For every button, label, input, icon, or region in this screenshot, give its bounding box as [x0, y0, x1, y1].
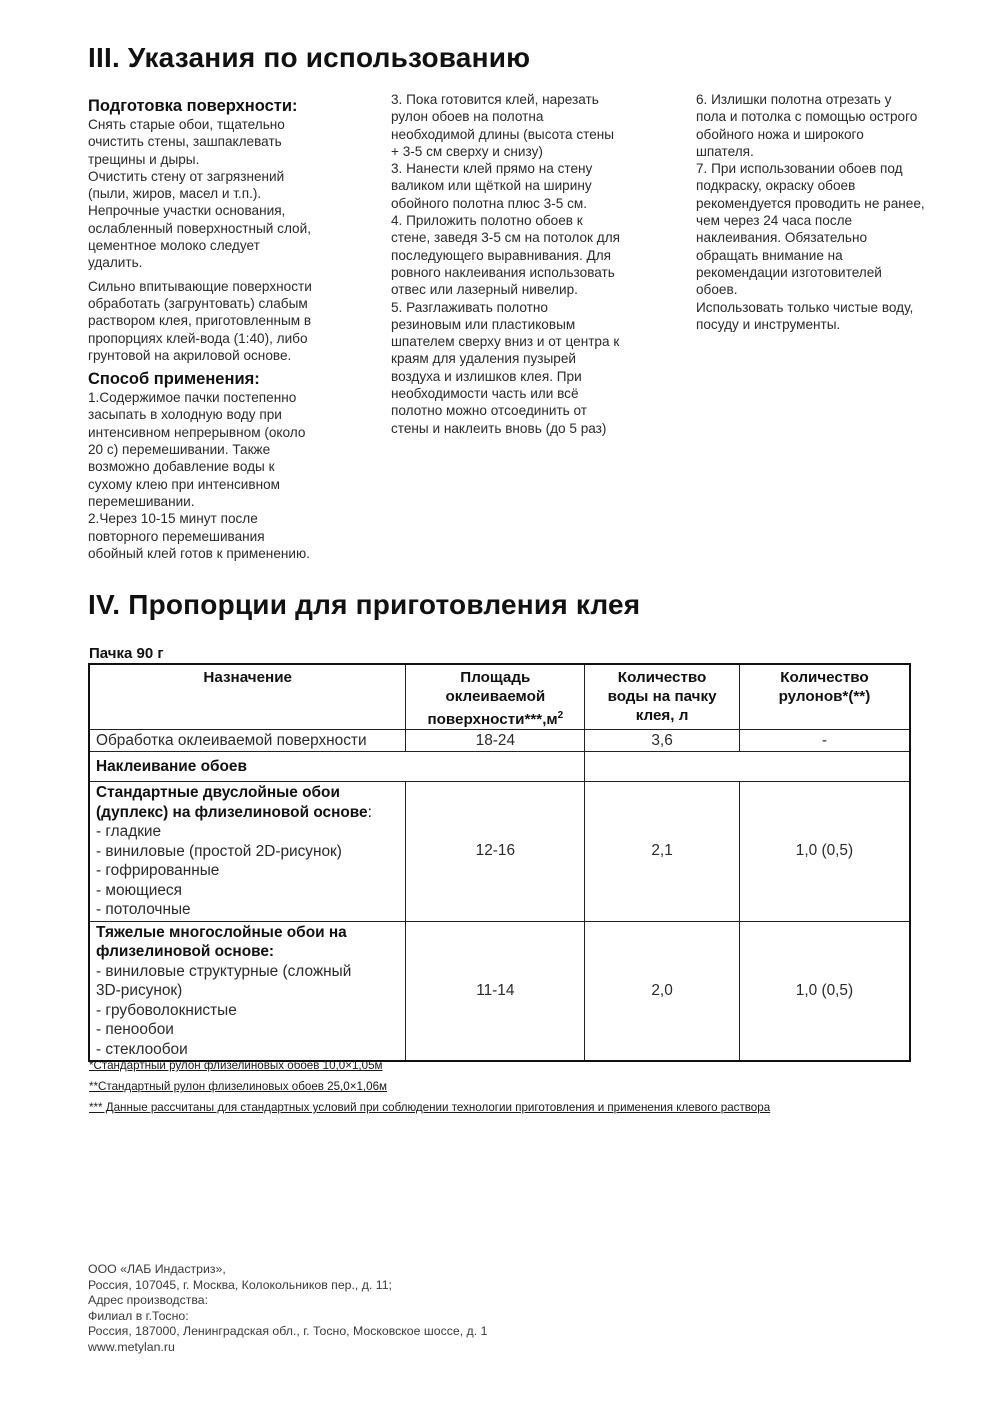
- text-line: стены и наклеить вновь (до 5 раз): [391, 420, 607, 436]
- text-line: рулон обоев на полотна: [391, 109, 544, 125]
- table-row: [89, 921, 910, 1061]
- text-line: цементное молоко следует: [88, 238, 260, 254]
- text-line: + 3-5 см сверху и снизу): [391, 143, 543, 159]
- method-subtitle: Способ применения:: [88, 370, 260, 389]
- wallpaper-type-title: Тяжелые многослойные обои на флизелиновой основе:: [96, 923, 347, 961]
- instructions-column-2: [391, 91, 681, 437]
- address-line: Филиал в г.Тосно:: [88, 1308, 189, 1323]
- text-line: Снять старые обои, тщательно: [88, 117, 285, 132]
- cell-rolls: 1,0 (0,5): [739, 782, 910, 922]
- text-line: возможно добавление воды к: [88, 459, 275, 475]
- list-item: - виниловые структурные (сложный: [96, 962, 352, 980]
- instructions-column-3: [696, 91, 986, 333]
- text-line: обращать внимание на: [696, 247, 843, 263]
- text-line: резиновым или пластиковым: [391, 316, 576, 332]
- text-line: 7. При использовании обоев под: [696, 161, 903, 177]
- header-area: Площадь оклеиваемой $поверхности***,м^2$: [406, 664, 585, 730]
- text-line: чем через 24 часа после: [696, 213, 853, 229]
- list-item: - виниловые (простой 2D-рисунок): [96, 842, 342, 860]
- cell-area: 12-16: [406, 782, 585, 922]
- cell-water: 3,6: [585, 730, 740, 752]
- company-address: [88, 1262, 487, 1356]
- text-line: Непрочные участки основания,: [88, 203, 286, 219]
- text-line: Сильно впитывающие поверхности: [88, 278, 312, 294]
- text-line: 1.Содержимое пачки постепенно: [88, 390, 297, 406]
- text-line: воздуха и излишков клея. При: [391, 368, 582, 384]
- list-item: - моющиеся: [96, 881, 182, 899]
- prep-text: [88, 116, 378, 272]
- table-row: [89, 782, 910, 922]
- proportions-table: [88, 663, 911, 1062]
- footnote-2: **Стандартный рулон флизелиновых обоев 25,0×1,06м: [89, 1080, 388, 1093]
- header-rolls: Количество рулонов*(**): [739, 664, 910, 730]
- prep-text-2: [88, 278, 378, 364]
- text-line: 6. Излишки полотна отрезать у: [696, 92, 892, 107]
- text-line: ослабленный поверхностный слой,: [88, 220, 311, 236]
- text-line: Очистить стену от загрязнений: [88, 168, 285, 184]
- text-line: необходимости часть или всё: [391, 386, 579, 402]
- text-line: засыпать в холодную воду при: [88, 407, 282, 423]
- text-line: наклеивания. Обязательно: [696, 230, 868, 246]
- text-line: 2.Через 10-15 минут после: [88, 511, 258, 527]
- text-line: обойный клей готов к применению.: [88, 545, 310, 561]
- cell-water: 2,1: [585, 782, 740, 922]
- address-line: ООО «ЛАБ Индастриз»,: [88, 1262, 226, 1276]
- list-item: - пенообои: [96, 1021, 174, 1039]
- category-row: [89, 752, 910, 782]
- website-link[interactable]: www.metylan.ru: [88, 1339, 175, 1354]
- footnote-3: *** Данные рассчитаны для стандартных условий при соблюдении технологии приготовления и применения клевого раствора: [89, 1101, 771, 1114]
- category-empty-cell: [585, 752, 910, 782]
- cell-area: 18-24: [406, 730, 585, 752]
- text-line: обоев.: [696, 282, 738, 298]
- text-line: последующего выравнивания. Для: [391, 247, 612, 263]
- cell-purpose: Обработка оклеиваемой поверхности: [89, 730, 406, 752]
- text-line: необходимой длины (высота стены: [391, 126, 615, 142]
- list-item: - потолочные: [96, 901, 191, 919]
- instructions-column-1: [88, 97, 378, 562]
- cell-purpose-standard: [89, 782, 406, 922]
- text-line: интенсивном непрерывном (около: [88, 424, 306, 440]
- address-line: Адрес производства:: [88, 1293, 209, 1308]
- text-line: шпателем сверху вниз и от центра к: [391, 334, 620, 350]
- text-line: обойного полотна плюс 3-5 см.: [391, 195, 588, 211]
- list-item: - гофрированные: [96, 862, 220, 880]
- pack-label: Пачка 90 г: [89, 645, 164, 662]
- cell-water: 2,0: [585, 921, 740, 1061]
- text-line: обойного ножа и широкого: [696, 126, 864, 142]
- cell-rolls: -: [739, 730, 910, 752]
- table-header-row: [89, 664, 910, 730]
- text-line: 4. Приложить полотно обоев к: [391, 213, 583, 229]
- text-line: стене, заведя 3-5 см на потолок для: [391, 230, 620, 246]
- method-text: [88, 389, 378, 562]
- text-line: ровного наклеивания использовать: [391, 264, 615, 280]
- text-line: пола и потолка с помощью острого: [696, 109, 918, 125]
- text-line: валиком или щёткой на ширину: [391, 178, 592, 194]
- text-line: трещины и дыры.: [88, 151, 200, 167]
- text-line: обработать (загрунтовать) слабым: [88, 295, 308, 311]
- category-title: Наклеивание обоев: [89, 752, 585, 782]
- address-line: Россия, 187000, Ленинградская обл., г. Тосно, Московское шоссе, д. 1: [88, 1324, 488, 1339]
- list-item: - стеклообои: [96, 1040, 188, 1058]
- text-line: рекомендуется проводить не ранее,: [696, 195, 925, 211]
- cell-area: 11-14: [406, 921, 585, 1061]
- text-line: (пыли, жиров, масел и т.п.).: [88, 186, 262, 202]
- footnote-1: *Стандартный рулон флизелиновых обоев 10,0×1,05м: [89, 1059, 383, 1072]
- header-water: Количество воды на пачку клея, л: [585, 664, 740, 730]
- wallpaper-type-title: Стандартные двуслойные обои (дуплекс) на флизелиновой основе:: [96, 784, 372, 821]
- text-line: удалить.: [88, 255, 143, 271]
- text-line: повторного перемешивания: [88, 528, 265, 544]
- text-line: перемешивании.: [88, 493, 195, 509]
- text-line: рекомендации изготовителей: [696, 264, 882, 280]
- table-row: [89, 730, 910, 752]
- text-line: отвес или лазерный нивелир.: [391, 282, 578, 298]
- text-line: 3. Пока готовится клей, нарезать: [391, 92, 599, 107]
- text-line: краям для удаления пузырей: [391, 351, 576, 367]
- list-item: - гладкие: [96, 823, 162, 841]
- text-line: сухому клею при интенсивном: [88, 476, 280, 492]
- section-4-title: IV. Пропорции для приготовления клея: [88, 589, 641, 620]
- prep-subtitle: Подготовка поверхности:: [88, 97, 298, 115]
- text-line: 20 с) перемешивании. Также: [88, 442, 271, 458]
- text-line: грунтовой на акриловой основе.: [88, 347, 292, 363]
- section-3-title: III. Указания по использованию: [88, 42, 531, 73]
- list-item: - грубоволокнистые: [96, 1001, 237, 1019]
- list-item: 3D-рисунок): [96, 982, 183, 1000]
- cell-rolls: 1,0 (0,5): [739, 921, 910, 1061]
- text-line: очистить стены, зашпаклевать: [88, 134, 282, 150]
- text-line: 3. Нанести клей прямо на стену: [391, 161, 593, 177]
- text-line: раствором клея, приготовленным в: [88, 313, 312, 329]
- text-line: 5. Разглаживать полотно: [391, 299, 548, 315]
- text-line: посуду и инструменты.: [696, 316, 841, 332]
- text-line: подкраску, окраску обоев: [696, 178, 856, 194]
- text-line: Использовать только чистые воду,: [696, 299, 914, 315]
- header-purpose: Назначение: [89, 664, 406, 730]
- text-line: полотно можно отсоединить от: [391, 403, 588, 419]
- text-line: пропорциях клей-вода (1:40), либо: [88, 330, 308, 346]
- text-line: шпателя.: [696, 143, 754, 159]
- address-line: Россия, 107045, г. Москва, Колокольников пер., д. 11;: [88, 1277, 392, 1292]
- cell-purpose-heavy: [89, 921, 406, 1061]
